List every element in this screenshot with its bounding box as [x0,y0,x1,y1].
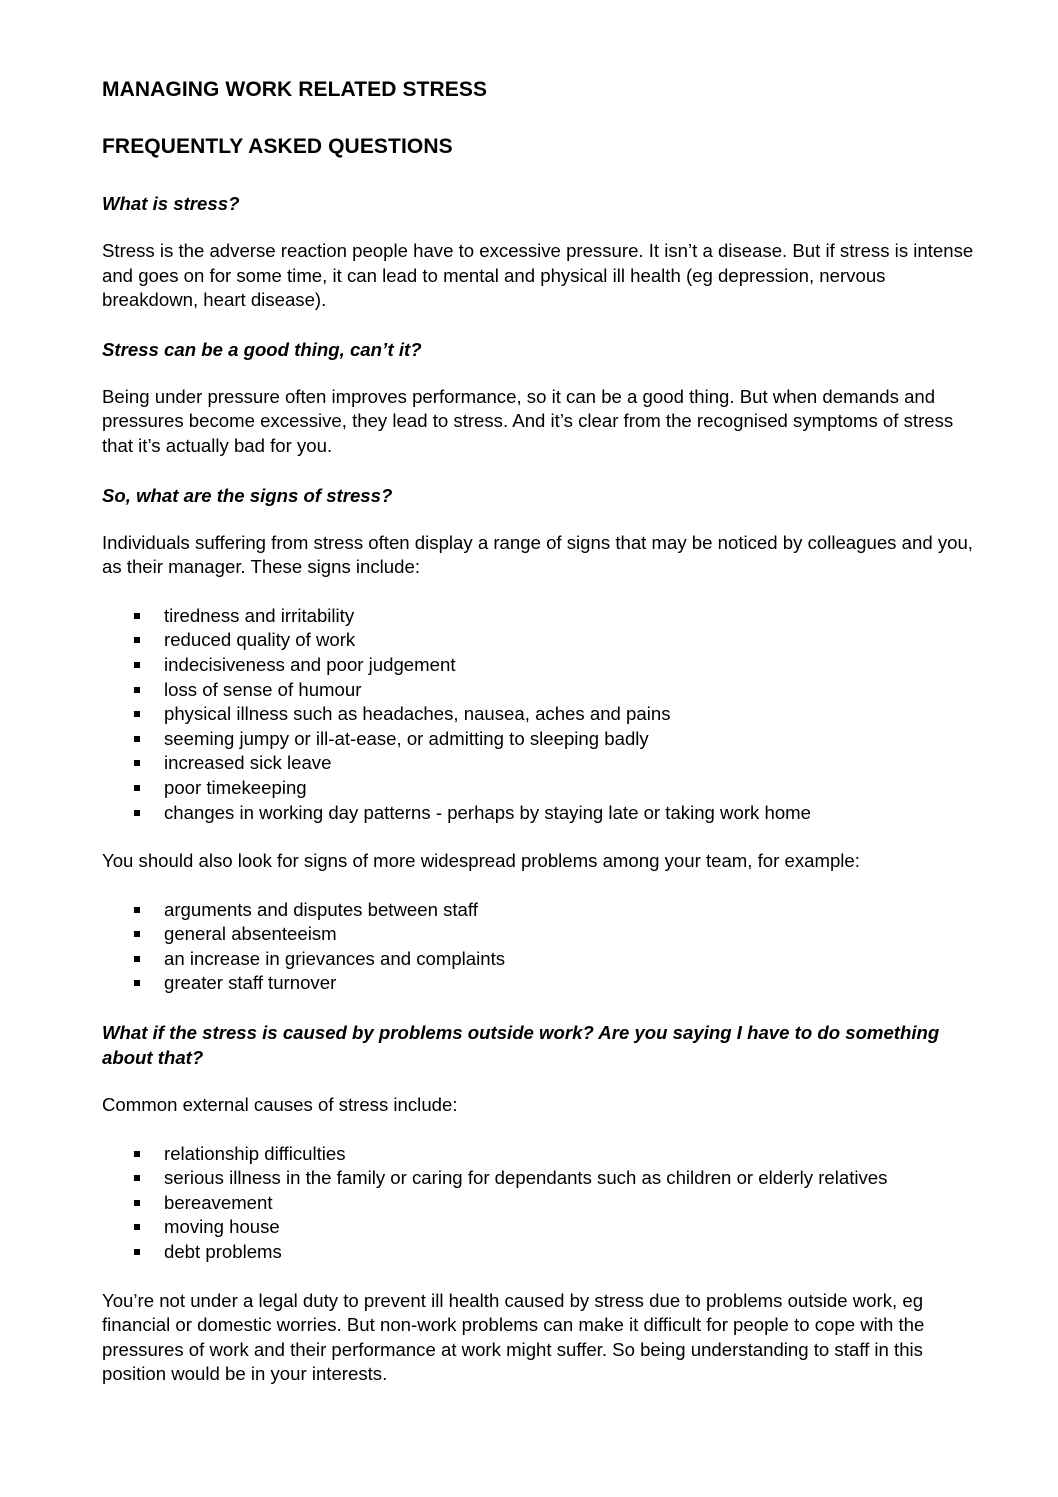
list-item-text: serious illness in the family or caring for dependants such as children or elderly relatives [164,1167,888,1189]
bullet-icon [134,736,140,742]
faq-answer: Being under pressure often improves performance, so it can be a good thing. But when demands and pressures become excessive, they lead to stress. And it’s clear from the recognised symptoms of stress that it’s actually bad for you. [102,385,954,456]
list-item [102,947,982,972]
list-item [102,898,982,923]
list-item [102,653,982,678]
faq-answer: You’re not under a legal duty to prevent ill health caused by stress due to problems outside work, eg financial or domestic worries. But non-work problems can make it difficult for people to cope with the pressures of work and their performance at work might suffer. So being understanding to staff in this position would be in your interests. [102,1289,925,1385]
list-item-text: greater staff turnover [164,972,337,994]
list-item-text: poor timekeeping [164,776,307,798]
faq-section-what-is-stress [102,191,982,313]
faq-section-good-thing [102,337,982,459]
bullet-icon [134,711,140,717]
list-item-text: physical illness such as headaches, nausea, aches and pains [164,703,671,725]
bullet-icon [134,1175,140,1181]
list-item [102,776,982,801]
bullet-icon [134,1249,140,1255]
bullet-icon [134,1200,140,1206]
bullet-icon [134,956,140,962]
bullet-icon [134,810,140,816]
team-signs-intro: You should also look for signs of more widespread problems among your team, for example: [102,850,860,872]
list-item [102,604,982,629]
bullet-icon [134,687,140,693]
faq-answer-intro: Common external causes of stress include: [102,1094,458,1116]
bullet-icon [134,1224,140,1230]
list-item-text: loss of sense of humour [164,678,362,700]
list-item-text: arguments and disputes between staff [164,898,478,920]
list-item-text: debt problems [164,1241,282,1263]
list-item-text: general absenteeism [164,923,337,945]
list-item-text: bereavement [164,1191,273,1213]
signs-list [102,604,982,825]
bullet-icon [134,662,140,668]
list-item [102,922,982,947]
list-item [102,1215,922,1240]
faq-answer-intro: Individuals suffering from stress often display a range of signs that may be noticed by colleagues and you, as their manager. These signs include: [102,531,973,578]
list-item-text: changes in working day patterns - perhaps by staying late or taking work home [164,801,811,823]
list-item [102,702,982,727]
bullet-icon [134,785,140,791]
list-item [102,727,982,752]
list-item-text: moving house [164,1216,280,1238]
list-item-text: an increase in grievances and complaints [164,947,506,969]
list-item [102,1191,922,1216]
team-signs-list [102,898,982,996]
list-item [102,628,982,653]
list-item [102,801,982,826]
document-subtitle: FREQUENTLY ASKED QUESTIONS [102,135,453,158]
bullet-icon [134,637,140,643]
list-item-text: increased sick leave [164,752,332,774]
list-item-text: tiredness and irritability [164,604,355,626]
list-item-text: relationship difficulties [164,1142,346,1164]
list-item-text: reduced quality of work [164,629,356,651]
faq-question: So, what are the signs of stress? [102,484,393,506]
faq-question: Stress can be a good thing, can’t it? [102,338,422,360]
bullet-icon [134,980,140,986]
bullet-icon [134,760,140,766]
faq-section-outside-work [102,1020,982,1387]
list-item [102,751,982,776]
document-page [102,76,982,1387]
faq-question: What is stress? [102,193,240,214]
bullet-icon [134,1151,140,1157]
list-item [102,1166,922,1191]
list-item-text: indecisiveness and poor judgement [164,653,456,675]
bullet-icon [134,907,140,913]
faq-question: What if the stress is caused by problems outside work? Are you saying I have to do something about that? [102,1022,940,1069]
list-item [102,1240,922,1265]
document-title: MANAGING WORK RELATED STRESS [102,78,488,101]
bullet-icon [134,613,140,619]
list-item [102,678,982,703]
bullet-icon [134,931,140,937]
list-item [102,1142,922,1167]
list-item-text: seeming jumpy or ill-at-ease, or admitting to sleeping badly [164,727,649,749]
list-item [102,971,982,996]
faq-answer: Stress is the adverse reaction people have to excessive pressure. It isn’t a disease. But if stress is intense and goes on for some time, it can lead to mental and physical ill health (eg depression, nervous breakdown, heart disease). [102,240,974,311]
external-causes-list [102,1142,922,1265]
faq-section-signs [102,483,982,997]
